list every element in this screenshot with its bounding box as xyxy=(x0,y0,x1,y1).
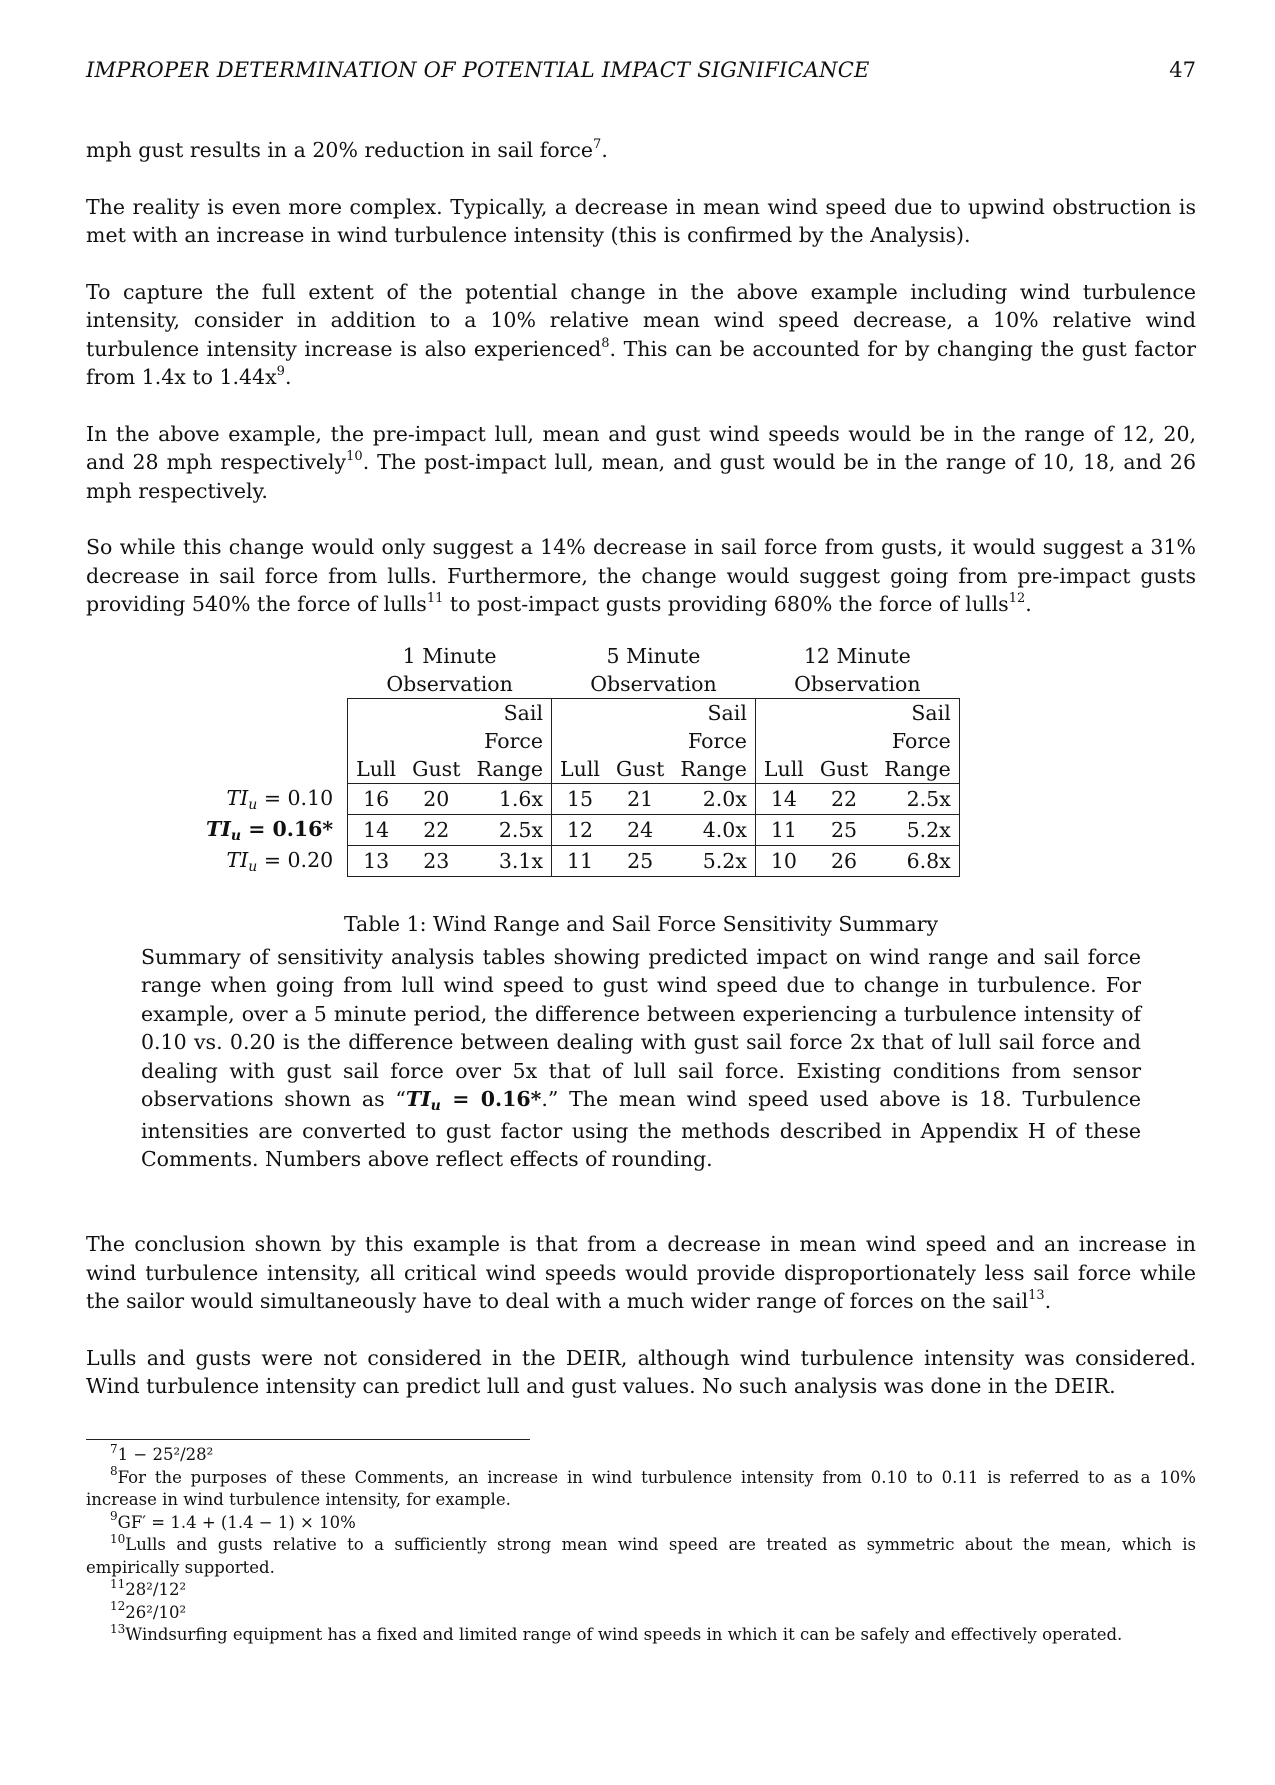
footnote-text: GF′ = 1.4 + (1.4 − 1) × 10% xyxy=(117,1512,356,1532)
footnote-text: 1 − 25²/28² xyxy=(117,1445,214,1464)
col-header-force: Force xyxy=(484,729,544,753)
table-cell: 26 xyxy=(812,846,876,877)
col-header-gust: Gust xyxy=(819,757,869,781)
wind-range-table xyxy=(198,642,960,877)
table-cell: 20 xyxy=(404,784,468,815)
paragraph-4 xyxy=(86,420,1196,506)
table-cell: 22 xyxy=(812,784,876,815)
footnote-ref-11[interactable]: 11 xyxy=(426,591,444,607)
page-number: 47 xyxy=(1169,58,1196,82)
col-header-force: Force xyxy=(688,729,747,753)
running-title: IMPROPER DETERMINATION OF POTENTIAL IMPACT SIGNIFICANCE xyxy=(86,58,870,82)
table-row xyxy=(198,815,959,846)
footnote-ref-12[interactable]: 12 xyxy=(1008,591,1026,607)
footnote-9 xyxy=(86,1509,1196,1535)
table-cell: 4.0x xyxy=(672,815,755,846)
paragraph-5-end: . xyxy=(1025,592,1032,616)
table-cell: 11 xyxy=(755,815,811,846)
table-row xyxy=(198,846,959,877)
footnote-text: Lulls and gusts relative to a sufficiently strong mean wind speed are treated as symmetric about the mean, which is empirically supported. xyxy=(86,1535,1196,1577)
table-caption-body xyxy=(141,943,1141,1174)
paragraph-1-text: mph gust results in a 20% reduction in sail force xyxy=(86,138,594,162)
paragraph-4-text-b: . The post-impact lull, mean, and gust would be in the range of 10, 18, and 26 mph respectively. xyxy=(86,450,1197,503)
caption-symbol: TI xyxy=(405,1087,431,1111)
body-text-bottom xyxy=(86,1230,1196,1429)
table-cell: 12 xyxy=(552,815,608,846)
footnote-text: 26²/10² xyxy=(125,1602,187,1622)
paragraph-3-text-b: . This can be accounted for by changing the gust factor from 1.4x to 1.44x xyxy=(86,336,1196,389)
table-row xyxy=(198,784,959,815)
paragraph-6-end: . xyxy=(1044,1289,1052,1313)
table-cell: 13 xyxy=(348,846,404,877)
paragraph-5 xyxy=(86,533,1196,619)
table-cell: 2.5x xyxy=(876,784,959,815)
footnote-number: 13 xyxy=(110,1621,126,1636)
footnote-10 xyxy=(86,1531,1196,1579)
footnote-text: For the purposes of these Comments, an increase in wind turbulence intensity from 0.10 to 0.11 is referred to as a 10% increase in wind turbulence intensity, for example. xyxy=(86,1467,1196,1509)
group-12min-line2: Observation xyxy=(794,672,921,696)
row-label-value: = 0.16* xyxy=(248,816,334,841)
footnote-number: 12 xyxy=(110,1599,126,1613)
table-cell: 21 xyxy=(608,784,672,815)
paragraph-4-text-a: In the above example, the pre-impact lull, mean and gust wind speeds would be in the range of 12, 20, and 28 mph respectively xyxy=(86,421,1196,474)
caption-subscript: u xyxy=(430,1098,441,1114)
table-cell: 2.5x xyxy=(468,815,551,846)
footnote-8 xyxy=(86,1464,1196,1512)
row-label-subscript: u xyxy=(248,858,258,875)
table-group-header-line1 xyxy=(198,642,959,670)
footnote-number: 7 xyxy=(110,1441,118,1456)
table-header-columns xyxy=(198,755,959,784)
row-label-symbol: TI xyxy=(226,847,249,872)
row-label-symbol: TI xyxy=(206,816,231,841)
paragraph-5-text-a: So while this change would only suggest a 14% decrease in sail force from gusts, it would suggest a 31% decrease in sail force from lulls. Furthermore, the change would suggest going from pre-impact gusts providing 540% the force of lulls xyxy=(86,535,1196,616)
table-caption xyxy=(141,910,1141,1174)
group-5min-line2: Observation xyxy=(590,672,717,696)
row-label-value: = 0.20 xyxy=(263,847,334,872)
table-cell: 1.6x xyxy=(468,784,551,815)
table-cell: 5.2x xyxy=(876,815,959,846)
paragraph-3-end: . xyxy=(284,365,292,389)
paragraph-3-text-a: To capture the full extent of the potential change in the above example including wind turbulence intensity, consider in addition to a 10% relative mean wind speed decrease, a 10% relative wind turbulence intensity increase is also experienced xyxy=(86,279,1196,361)
footnote-number: 9 xyxy=(110,1509,118,1523)
wind-range-table-wrapper xyxy=(86,642,1196,882)
footnotes xyxy=(86,1441,1196,1647)
paragraph-1 xyxy=(86,136,1196,165)
footnote-12 xyxy=(86,1599,1196,1625)
footnote-ref-9[interactable]: 9 xyxy=(276,364,285,380)
table-cell: 24 xyxy=(608,815,672,846)
footnote-ref-7[interactable]: 7 xyxy=(593,137,602,153)
caption-text-a: Summary of sensitivity analysis tables showing predicted impact on wind range and sail force range when going from lull wind speed to gust wind speed due to change in turbulence. For example, over a 5 minute period, the difference between experiencing a turbulence intensity of 0.10 vs. 0.20 is the difference between dealing with gust sail force 2x that of lull sail force and dealing with gust sail force over 5x that of lull sail force. Existing conditions from sensor observations shown as “ xyxy=(141,944,1141,1111)
col-header-lull: Lull xyxy=(755,755,811,784)
col-header-range: Range xyxy=(680,757,747,781)
col-header-gust: Gust xyxy=(412,757,461,781)
caption-text-b: .” The mean wind speed used above is 18. Turbulence intensities are converted to gust factor using the methods described in Appendix H of these Comments. Numbers above reflect effects of rounding. xyxy=(141,1087,1142,1171)
paragraph-7: Lulls and gusts were not considered in the DEIR, although wind turbulence intensity was considered. Wind turbulence intensity can predict lull and gust values. No such analysis was done in the DEIR. xyxy=(86,1345,1196,1398)
footnote-7 xyxy=(86,1441,1196,1467)
table-cell: 2.0x xyxy=(672,784,755,815)
footnote-ref-8[interactable]: 8 xyxy=(601,335,610,351)
col-header-gust: Gust xyxy=(615,757,665,781)
table-cell: 22 xyxy=(404,815,468,846)
row-label xyxy=(198,846,348,877)
paragraph-6 xyxy=(86,1230,1196,1316)
body-text-top xyxy=(86,136,1196,647)
group-12min-line1: 12 Minute xyxy=(803,644,911,668)
col-header-force: Force xyxy=(876,727,959,755)
table-cell: 14 xyxy=(348,815,404,846)
table-cell: 3.1x xyxy=(468,846,551,877)
footnote-number: 10 xyxy=(110,1531,126,1546)
table-cell: 25 xyxy=(812,815,876,846)
footnote-number: 11 xyxy=(110,1576,126,1591)
table-header-sail xyxy=(198,699,959,728)
footnote-11 xyxy=(86,1576,1196,1602)
col-header-lull: Lull xyxy=(348,755,404,784)
table-cell: 23 xyxy=(404,846,468,877)
table-cell: 11 xyxy=(552,846,608,877)
row-label-subscript: u xyxy=(248,796,258,813)
group-5min-line1: 5 Minute xyxy=(606,644,701,668)
row-label-value: = 0.10 xyxy=(263,785,334,810)
footnote-ref-10[interactable]: 10 xyxy=(346,449,363,465)
caption-emphasis: = 0.16* xyxy=(452,1087,542,1111)
footnote-ref-13[interactable]: 13 xyxy=(1028,1288,1045,1304)
table-cell: 15 xyxy=(552,784,608,815)
table-group-header-line2 xyxy=(198,670,959,699)
col-header-sail: Sail xyxy=(876,699,959,728)
col-header-range: Range xyxy=(476,757,544,781)
group-1min-line2: Observation xyxy=(386,672,513,696)
table-caption-title: Table 1: Wind Range and Sail Force Sensitivity Summary xyxy=(343,912,939,936)
paragraph-3 xyxy=(86,278,1196,392)
footnote-number: 8 xyxy=(110,1464,118,1478)
running-header xyxy=(86,58,1196,82)
table-cell: 5.2x xyxy=(672,846,755,877)
footnote-13 xyxy=(86,1621,1196,1647)
table-cell: 16 xyxy=(348,784,404,815)
paragraph-2: The reality is even more complex. Typically, a decrease in mean wind speed due to upwind obstruction is met with an increase in wind turbulence intensity (this is confirmed by the Analysis). xyxy=(86,194,1196,247)
table-cell: 14 xyxy=(755,784,811,815)
col-header-lull: Lull xyxy=(552,755,608,784)
row-label-existing xyxy=(198,815,348,846)
footnote-rule xyxy=(86,1439,530,1440)
paragraph-5-text-b: to post-impact gusts providing 680% the force of lulls xyxy=(443,592,1009,616)
col-header-sail: Sail xyxy=(672,699,755,728)
footnote-text: Windsurfing equipment has a fixed and limited range of wind speeds in which it can be safely and effectively operated. xyxy=(125,1625,1123,1644)
table-cell: 10 xyxy=(755,846,811,877)
group-1min-line1: 1 Minute xyxy=(402,644,497,668)
col-header-sail: Sail xyxy=(468,699,551,728)
row-label-symbol: TI xyxy=(226,785,249,810)
paragraph-1-end: . xyxy=(601,138,608,162)
table-cell: 6.8x xyxy=(876,846,959,877)
footnote-text: 28²/12² xyxy=(125,1580,187,1599)
paragraph-6-text: The conclusion shown by this example is that from a decrease in mean wind speed and an increase in wind turbulence intensity, all critical wind speeds would provide disproportionately less sail force while the sailor would simultaneously have to deal with a much wider range of forces on the sail xyxy=(86,1232,1196,1313)
table-cell: 25 xyxy=(608,846,672,877)
col-header-range: Range xyxy=(876,755,959,784)
table-header-force xyxy=(198,727,959,755)
row-label xyxy=(198,784,348,815)
row-label-subscript: u xyxy=(230,827,242,844)
